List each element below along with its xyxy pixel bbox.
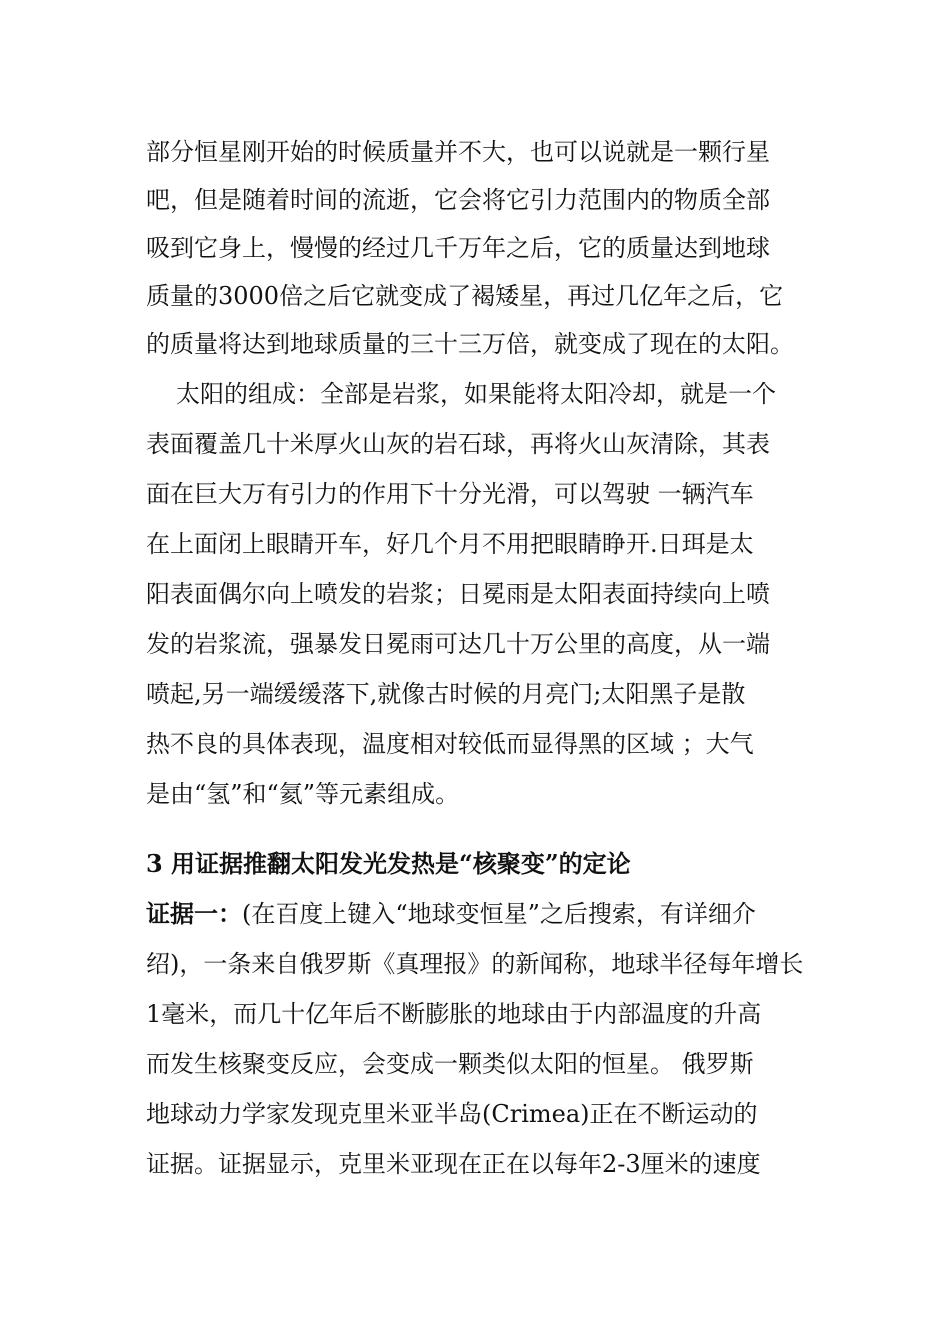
text-line: 质量的3000倍之后它就变成了褐矮星，再过几亿年之后，它 bbox=[146, 282, 784, 310]
text-line: 热不良的具体表现，温度相对较低而显得黑的区域 ；大气 bbox=[146, 730, 754, 758]
text-line: 太阳的组成：全部是岩浆，如果能将太阳冷却，就是一个 bbox=[176, 380, 776, 408]
text-line: 吧，但是随着时间的流逝，它会将它引力范围内的物质全部 bbox=[146, 186, 770, 214]
text-line: 吸到它身上，慢慢的经过几千万年之后，它的质量达到地球 bbox=[146, 234, 770, 262]
text-line: 而发生核聚变反应，会变成一颗类似太阳的恒星。 俄罗斯 bbox=[146, 1050, 754, 1078]
text-line: 表面覆盖几十米厚火山灰的岩石球，再将火山灰清除，其表 bbox=[146, 430, 770, 458]
text-line: 是由“氢”和“氦”等元素组成。 bbox=[146, 780, 460, 808]
text-line bbox=[146, 898, 756, 930]
section-heading: 3 用证据推翻太阳发光发热是“核聚变”的定论 bbox=[146, 849, 631, 878]
text-line: 证据。证据显示，克里米亚现在正在以每年2-3厘米的速度 bbox=[146, 1150, 761, 1178]
text-line: 喷起,另一端缓缓落下,就像古时候的月亮门;太阳黑子是散 bbox=[146, 680, 746, 708]
evidence-label: 证据一： bbox=[146, 899, 242, 928]
text-line: 阳表面偶尔向上喷发的岩浆；日冕雨是太阳表面持续向上喷 bbox=[146, 580, 770, 608]
text-line: 发的岩浆流，强暴发日冕雨可达几十万公里的高度，从一端 bbox=[146, 630, 770, 658]
text-line: 在上面闭上眼睛开车，好几个月不用把眼睛睁开.日珥是太 bbox=[146, 530, 754, 558]
text-line: 绍)，一条来自俄罗斯《真理报》的新闻称，地球半径每年增长 bbox=[146, 950, 804, 978]
text-line: 面在巨大万有引力的作用下十分光滑，可以驾驶 一辆汽车 bbox=[146, 480, 754, 508]
text-line: 地球动力学家发现克里米亚半岛(Crimea)正在不断运动的 bbox=[146, 1100, 758, 1128]
text-line: 的质量将达到地球质量的三十三万倍，就变成了现在的太阳。 bbox=[146, 330, 794, 358]
text-line: 1毫米，而几十亿年后不断膨胀的地球由于内部温度的升高 bbox=[146, 1000, 762, 1028]
text-line-content: (在百度上键入“地球变恒星”之后搜索，有详细介 bbox=[242, 900, 756, 928]
text-line: 部分恒星刚开始的时候质量并不大，也可以说就是一颗行星 bbox=[146, 138, 770, 166]
